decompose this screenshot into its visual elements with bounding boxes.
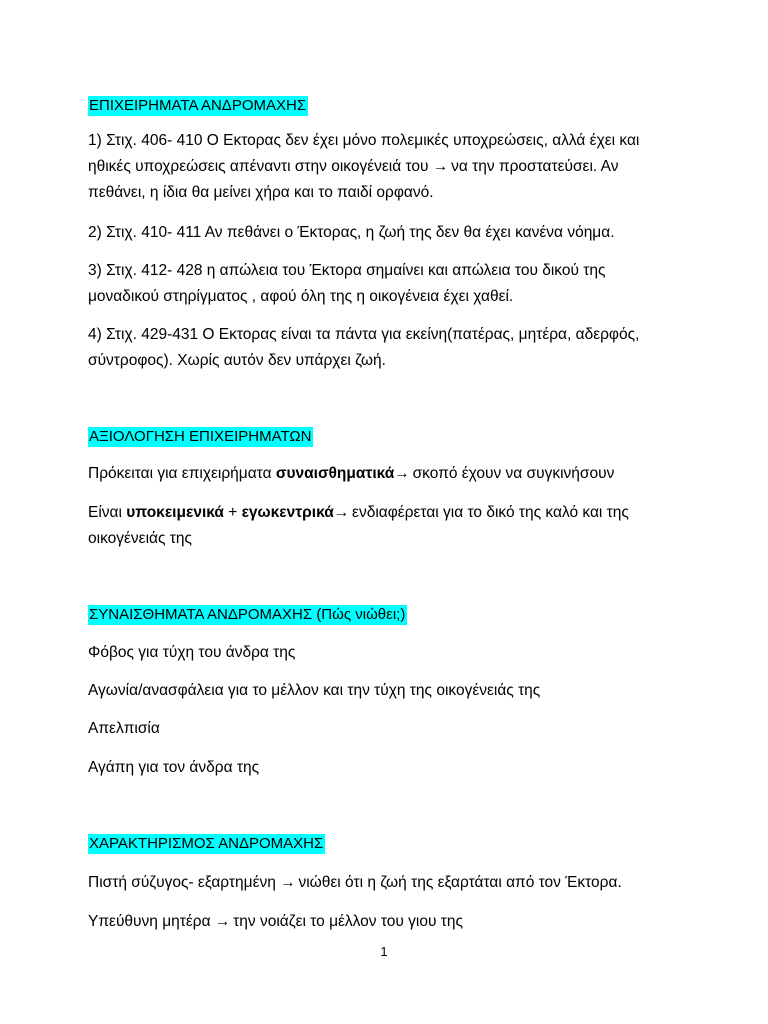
- emphasis-egocentric: εγωκεντρικά: [241, 504, 334, 521]
- emphasis-emotional: συναισθηματικά: [275, 465, 395, 482]
- argument-4-line-2: σύντροφος). Χωρίς αυτόν δεν υπάρχει ζωή.: [88, 352, 386, 369]
- argument-3-line-1: 3) Στιχ. 412- 428 η απώλεια του Έκτορα σημαίνει και απώλεια του δικού της: [88, 262, 606, 279]
- argument-2-line-1: 2) Στιχ. 410- 411 Αν πεθάνει ο Έκτορας, η ζωή της δεν θα έχει κανένα νόημα.: [88, 224, 615, 241]
- arrow-right-icon: →: [280, 874, 296, 891]
- page-number: 1: [380, 944, 388, 959]
- feeling-item-4: Αγάπη για τον άνδρα της: [88, 759, 260, 776]
- evaluation-line-2: Είναι υποκειμενικά + εγωκεντρικά→ ενδιαφέρεται για το δικό της καλό και της: [88, 500, 688, 526]
- argument-4-line-1: 4) Στιχ. 429-431 Ο Εκτορας είναι τα πάντα για εκείνη(πατέρας, μητέρα, αδερφός,: [88, 326, 640, 343]
- argument-1-line-2: ηθικές υποχρεώσεις απέναντι στην οικογένειά του → να την προστατεύσει. Αν: [88, 154, 688, 180]
- arrow-right-icon: →: [333, 504, 350, 521]
- evaluation-line-1: Πρόκειται για επιχειρήματα συναισθηματικά→ σκοπό έχουν να συγκινήσουν: [88, 461, 688, 487]
- feeling-item-1: Φόβος για τύχη του άνδρα της: [88, 644, 296, 661]
- argument-3-line-2: μοναδικού στηρίγματος , αφού όλη της η οικογένεια έχει χαθεί.: [88, 288, 514, 305]
- evaluation-paragraph-2: [88, 500, 688, 552]
- argument-1: [88, 128, 688, 206]
- feeling-item-2: Αγωνία/ανασφάλεια για το μέλλον και την τύχη της οικογένειάς της: [88, 682, 541, 699]
- heading-arguments: ΕΠΙΧΕΙΡΗΜΑΤΑ ΑΝΔΡΟΜΑΧΗΣ: [89, 97, 307, 114]
- argument-1-line-3: πεθάνει, η ίδια θα μείνει χήρα και το παιδί ορφανό.: [88, 184, 434, 201]
- argument-2: [88, 220, 688, 246]
- characterization-paragraph-2: Υπεύθυνη μητέρα → την νοιάζει το μέλλον του γιου της: [88, 909, 688, 935]
- argument-4: [88, 322, 688, 374]
- evaluation-paragraph-1: [88, 461, 688, 487]
- arrow-right-icon: →: [432, 158, 449, 175]
- arrow-right-icon: →: [394, 465, 410, 482]
- characterization-paragraph-1: Πιστή σύζυγος- εξαρτημένη → νιώθει ότι η ζωή της εξαρτάται από τον Έκτορα.: [88, 870, 688, 896]
- emphasis-subjective: υποκειμενικά: [126, 504, 224, 521]
- argument-1-line-1: 1) Στιχ. 406- 410 Ο Εκτορας δεν έχει μόνο πολεμικές υποχρεώσεις, αλλά έχει και: [88, 132, 640, 149]
- heading-evaluation: ΑΞΙΟΛΟΓΗΣΗ ΕΠΙΧΕΙΡΗΜΑΤΩΝ: [89, 428, 312, 445]
- feeling-item-3: Απελπισία: [88, 720, 160, 737]
- arrow-right-icon: →: [214, 913, 231, 930]
- heading-feelings: ΣΥΝΑΙΣΘΗΜΑΤΑ ΑΝΔΡΟΜΑΧΗΣ (Πώς νιώθει;): [89, 606, 406, 623]
- argument-3: [88, 258, 688, 310]
- heading-characterization: ΧΑΡΑΚΤΗΡΙΣΜΟΣ ΑΝΔΡΟΜΑΧΗΣ: [89, 835, 324, 852]
- evaluation-line-3: οικογένειάς της: [88, 530, 192, 547]
